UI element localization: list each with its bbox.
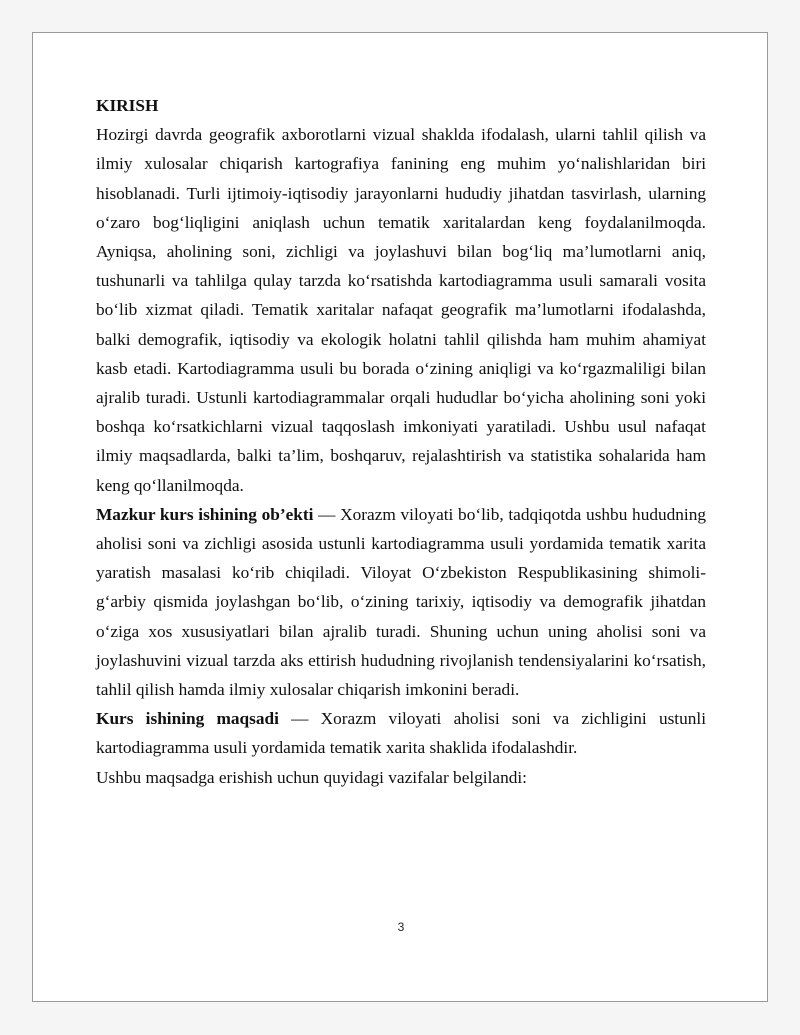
paragraph-object — [96, 500, 706, 704]
paragraph-introduction — [96, 120, 706, 500]
paragraph-goal — [96, 704, 706, 762]
paragraph-text: Ushbu maqsadga erishish uchun quyidagi vazifalar belgilandi: — [96, 767, 527, 787]
document-page — [32, 32, 768, 1002]
page-content — [96, 91, 706, 792]
section-heading: KIRISH — [96, 96, 159, 115]
paragraph-tasks-intro — [96, 763, 706, 792]
page-number: 3 — [397, 920, 405, 934]
paragraph-text: Hozirgi davrda geografik axborotlarni vizual shaklda ifodalash, ularni tahlil qilish va ilmiy xulosalar chiqarish kartografiya fanining eng muhim yo‘nalishlaridan biri hisoblanadi. Turli ijtimoiy-iqtisodiy jarayonlarni hududiy jihatdan tasvirlash, ularning o‘zaro bog‘liqligini aniqlash uchun tematik xaritalardan keng foydalanilmoqda. Ayniqsa, aholining soni, zichligi va joylashuvi bilan bog‘liq ma’lumotlarni aniq, tushunarli va tahlilga qulay tarzda ko‘rsatishda kartodiagramma usuli samarali vosita bo‘lib xizmat qiladi. Tematik xaritalar nafaqat geografik ma’lumotlarni ifodalashda, balki demografik, iqtisodiy va ekologik holatni tahlil qilishda ham muhim ahamiyat kasb etadi. Kartodiagramma usuli bu borada o‘zining aniqligi va ko‘rgazmaliligi bilan ajralib turadi. Ustunli kartodiagrammalar orqali hududlar bo‘yicha aholining soni yoki boshqa ko‘rsatkichlarni vizual taqqoslash imkoniyati yaratiladi. Ushbu usul nafaqat ilmiy maqsadlarda, balki ta’lim, boshqaruv, rejalashtirish va statistika sohalarida ham keng qo‘llanilmoqda. — [96, 125, 706, 495]
paragraph-text: — Xorazm viloyati aholisi soni va zichligini ustunli kartodiagramma usuli yordamida tematik xarita shaklida ifodalashdir. — [96, 709, 706, 758]
paragraph-bold-lead: Mazkur kurs ishining ob’ekti — [96, 504, 314, 524]
paragraph-bold-lead: Kurs ishining maqsadi — [96, 709, 279, 729]
paragraph-text: — Xorazm viloyati bo‘lib, tadqiqotda ushbu hududning aholisi soni va zichligi asosida ustunli kartodiagramma usuli yordamida tematik xarita yaratish masalasi ko‘rib chiqiladi. Viloyat O‘zbekiston Respublikasining shimoli-g‘arbiy qismida joylashgan bo‘lib, o‘zining tarixiy, iqtisodiy va demografik jihatdan o‘ziga xos xususiyatlari bilan ajralib turadi. Shuning uchun uning aholisi soni va joylashuvini vizual tarzda aks ettirish hududning rivojlanish tendensiyalarini ko‘rsatish, tahlil qilish hamda ilmiy xulosalar chiqarish imkonini beradi. — [96, 504, 706, 700]
